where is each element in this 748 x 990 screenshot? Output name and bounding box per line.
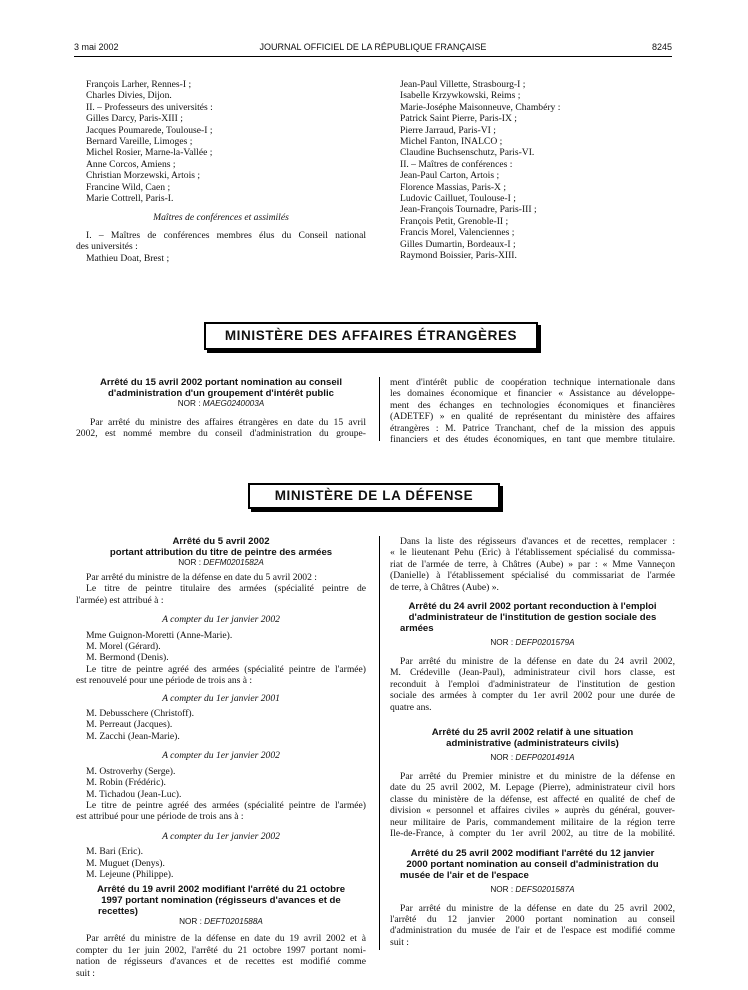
defense-left-column [76,536,366,979]
name-line: M. Zacchi (Jean-Marie). [86,730,180,742]
paragraph-line: l'arrêté du 12 janvier 2000 portant nomination au conseil [390,913,675,925]
name-list [390,79,675,262]
name-list [76,79,366,204]
name-line: Francis Morel, Valenciennes ; [400,227,515,239]
paragraph-line: quatre ans. [390,701,432,713]
name-line: Francine Wild, Caen ; [86,181,171,193]
nor-reference: NOR : DEFP0201491A [490,753,575,763]
article-title-line: Arrêté du 19 avril 2002 modifiant l'arrêté du 21 octobre [96,884,346,896]
name-line: Bernard Vareille, Limoges ; [86,136,193,148]
paragraph-line: Le titre de peintre titulaire des armées (spécialité peintre de [86,583,366,595]
name-line: II. – Professeurs des universités : [86,101,213,113]
name-line: François Larher, Rennes-I ; [86,79,192,90]
paragraph-line: ment des échanges en technologies économiques et financières [390,399,675,411]
name-line: Charles Divies, Dijon. [86,90,172,102]
subsection-title: Maîtres de conférences et assimilés [153,212,289,224]
paragraph-line: suit : [390,936,409,948]
article-title-line: portant attribution du titre de peintre des armées [109,547,333,558]
ministry-banner-affaires-etrangeres: MINISTÈRE DES AFFAIRES ÉTRANGÈRES [204,322,538,350]
paragraph-line: suit : [76,967,95,979]
effective-date: A compter du 1er janvier 2002 [162,614,280,626]
name-line: M. Bari (Eric). [86,846,144,858]
nor-reference: NOR : DEFS0201587A [490,884,575,894]
name-line: Isabelle Krzywkowski, Reims ; [400,90,521,102]
name-line: Anne Corcos, Amiens ; [86,158,176,170]
paragraph-line: étrangères : M. Patrice Tranchant, chef de la mission des appuis [390,422,675,434]
paragraph-line: riat de l'armée de terre, à Châtres (Aube) » par : « Mme Vanneçon [390,558,675,570]
paragraph-line: est attribué pour une période de trois ans à : [76,811,244,823]
article-title-line: 2000 portant nomination au conseil d'administration du [406,858,659,870]
name-line: M. Robin (Frédéric). [86,777,166,789]
paragraph-line: nation de régisseurs d'avances et de recettes est modifié comme [76,956,366,968]
paragraph-line: (ADETEF) » en qualité de représentant du ministère des affaires [390,411,675,423]
paragraph-line: Par arrêté du ministre de la défense en date du 5 avril 2002 : [86,572,317,583]
name-line: Michel Rosier, Marne-la-Vallée ; [86,147,213,159]
header-rule [74,56,672,57]
paragraph-line: date du 25 avril 2002, M. Lepage (Pierre), administrateur civil hors [390,782,675,794]
name-line: M. Perreaut (Jacques). [86,719,173,731]
paragraph-line: est renouvelé pour une période de trois ans à : [76,675,253,687]
header-page-number: 8245 [651,42,672,52]
name-list [76,846,366,880]
name-line: M. Ostroverhy (Serge). [86,765,176,777]
paragraph-line: division « personnel et affaires civiles » auprès du général, gouver- [390,805,675,817]
name-line: Ludovic Cailluet, Toulouse-I ; [400,193,516,205]
paragraph-line: Par arrêté du ministre de la défense en date du 24 avril 2002, [400,656,675,668]
article-title-line: Arrêté du 5 avril 2002 [172,536,270,547]
article-title-line: d'administration d'un groupement d'intérêt public [108,388,334,399]
article-title-line: Arrêté du 25 avril 2002 relatif à une situation [431,727,634,739]
article-title-line: Arrêté du 25 avril 2002 modifiant l'arrêté du 12 janvier [410,847,655,859]
paragraph-line: « le lieutenant Pehu (Eric) à l'établissement spécialisé du commissa- [390,547,675,559]
paragraph-line: Par arrêté du ministre de la défense en date du 19 avril 2002 et à [86,933,366,945]
name-line: Jacques Poumarede, Toulouse-I ; [86,124,213,136]
name-line: Marie Cottrell, Paris-I. [86,193,174,205]
name-line: Marie-Joséphe Maisonneuve, Chambéry : [400,101,561,113]
paragraph-line: I. – Maîtres de conférences membres élus du Conseil national [86,229,366,241]
defense-right-column [390,536,675,948]
nor-reference: NOR : MAEG0240003A [177,399,265,408]
name-line: M. Bermond (Denis). [86,652,169,664]
paragraph-line: l'armée) est attribué à : [76,594,164,606]
paragraph-line: classe du ministère de la défense, est affecté en qualité de chef de [390,793,675,805]
article-title-line: 1997 portant nomination (régisseurs d'avances et de [101,895,341,907]
paragraph-line: Le titre de peintre agréé des armées (spécialité peintre de l'armée) [86,799,366,811]
paragraph-line: des universités : [76,241,138,253]
mae-article-right [390,377,675,445]
article-title-line: armées [400,623,434,635]
nor-reference: NOR : DEFP0201579A [490,638,575,648]
paragraph-line: 2002, est nommé membre du conseil d'administration du groupe- [76,428,366,440]
nor-reference: NOR : DEFT0201588A [179,917,263,927]
paragraph-line: (Danielle) à l'établissement spécialisé du commissariat de l'armée [390,570,675,582]
name-line: M. Muguet (Denys). [86,857,165,869]
paragraph-line: Dans la liste des régisseurs d'avances et de recettes, remplacer : [400,536,675,547]
header-date: 3 mai 2002 [74,42,119,52]
article-title-line: recettes) [98,906,138,918]
paragraph-line: les domaines économique et financier « Assistance au développe- [390,388,675,400]
name-line: Claudine Buchsenschutz, Paris-VI. [400,147,535,159]
paragraph-line: Par arrêté du ministre de la défense en date du 25 avril 2002, [400,902,675,914]
paragraph-line: Par arrêté du ministre des affaires étrangères en date du 15 avril [90,417,366,428]
paragraph-line: Par arrêté du Premier ministre et du ministre de la défense en [400,771,675,783]
paragraph-line: compter du 1er juin 2002, l'arrêté du 21 octobre 1997 portant nomi- [76,944,366,956]
paragraph-line: Le titre de peintre agréé des armées (spécialité peintre de l'armée) [86,663,366,675]
name-line: II. – Maîtres de conférences : [400,158,513,170]
paragraph-line: d'administration du musée de l'air et de l'espace est modifié comme [390,925,675,937]
top-right-column [390,79,675,262]
name-list [76,708,366,742]
article-title-line: Arrêté du 24 avril 2002 portant reconduction à l'emploi [408,601,657,613]
name-line: Jean-François Tournadre, Paris-III ; [400,204,537,216]
mae-article-left [76,377,366,440]
name-line: Michel Fanton, INALCO ; [400,136,503,148]
column-rule [379,536,380,950]
paragraph-line: de terre, à Châtres (Aube) ». [390,581,499,593]
column-rule [379,377,380,441]
nor-reference: NOR : DEFM0201582A [178,558,264,567]
name-line: M. Morel (Gérard). [86,641,161,653]
name-line: Patrick Saint Pierre, Paris-IX ; [400,113,517,125]
ministry-banner-defense: MINISTÈRE DE LA DÉFENSE [248,483,500,509]
name-line: M. Debusschere (Christoff). [86,708,194,720]
name-line: Pierre Jarraud, Paris-VI ; [400,124,496,136]
paragraph-line: financiers et des études économiques, en tant que membre titulaire. [390,434,675,446]
article-title-line: d'administrateur de l'institution de gestion sociale des [408,612,657,624]
name-line: François Petit, Grenoble-II ; [400,215,509,227]
paragraph-line: Ile-de-France, à compter du 1er avril 2002, au titre de la mobilité. [390,828,675,840]
name-line: Raymond Boissier, Paris-XIII. [400,250,517,262]
name-line: Gilles Darcy, Paris-XIII ; [86,113,183,125]
article-title-line: musée de l'air et de l'espace [400,869,529,881]
paragraph [390,377,675,445]
name-line: M. Lejeune (Philippe). [86,868,174,880]
effective-date: A compter du 1er janvier 2001 [162,692,280,704]
effective-date: A compter du 1er janvier 2002 [162,830,280,842]
paragraph-line: M. Crédeville (Jean-Paul), administrateur civil hors classe, est [390,667,675,679]
name-line: Christian Morzewski, Artois ; [86,170,201,182]
name-line: Florence Massias, Paris-X ; [400,181,507,193]
paragraph-line: sociale des armées à compter du 1er avril 2002 pour une durée de [390,690,675,702]
article-title-line: Arrêté du 15 avril 2002 portant nomination au conseil [99,377,343,388]
header-journal-title: JOURNAL OFFICIEL DE LA RÉPUBLIQUE FRANÇAISE [259,42,487,52]
paragraph-line: neur militaire de Paris, commandement militaire de la région terre [390,816,675,828]
effective-date: A compter du 1er janvier 2002 [162,750,280,762]
name-line: Jean-Paul Villette, Strasbourg-I ; [400,79,526,90]
name-line: Gilles Dumartin, Bordeaux-I ; [400,238,516,250]
top-left-column [76,79,366,264]
paragraph-line: reconduit à l'emploi d'administrateur de l'institution de gestion [390,678,675,690]
article-title-line: administrative (administrateurs civils) [446,738,619,750]
paragraph-line: ment d'intérêt public de coopération technique internationale dans [390,377,675,388]
name-list [76,766,366,800]
name-line: Jean-Paul Carton, Artois ; [400,170,500,182]
name-list [76,630,366,664]
name-line: M. Tichadou (Jean-Luc). [86,788,182,800]
name-line: Mme Guignon-Moretti (Anne-Marie). [86,629,233,641]
name-line: Mathieu Doat, Brest ; [86,252,170,264]
